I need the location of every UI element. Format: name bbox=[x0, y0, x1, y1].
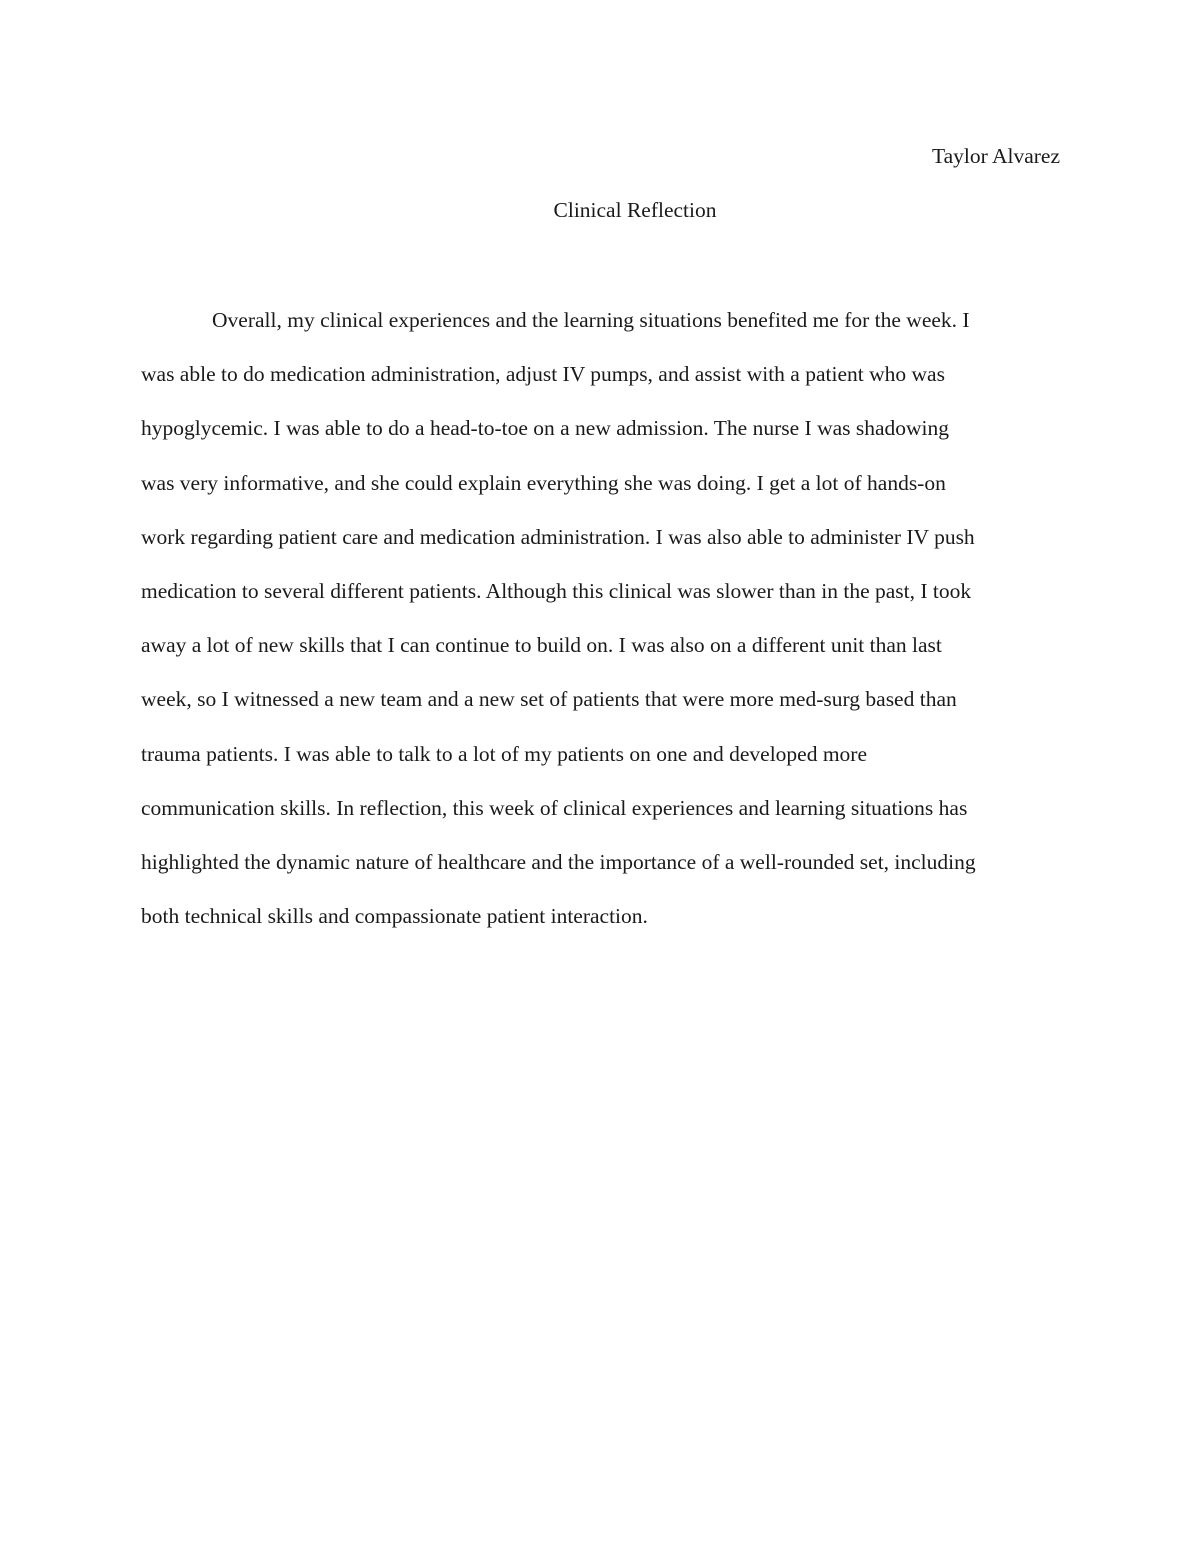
paragraph-line: highlighted the dynamic nature of healthcare and the importance of a well-rounded set, including bbox=[141, 849, 976, 874]
paragraph-line: both technical skills and compassionate patient interaction. bbox=[141, 904, 648, 929]
paragraph-line: communication skills. In reflection, this week of clinical experiences and learning situations has bbox=[141, 795, 968, 820]
paragraph-line: medication to several different patients. Although this clinical was slower than in the past, I took bbox=[141, 578, 972, 603]
paragraph-line: work regarding patient care and medication administration. I was also able to administer IV push bbox=[141, 524, 975, 549]
paragraph-line: hypoglycemic. I was able to do a head-to-toe on a new admission. The nurse I was shadowing bbox=[141, 416, 950, 441]
paragraph-line: week, so I witnessed a new team and a new set of patients that were more med-surg based than bbox=[141, 687, 957, 712]
body-paragraph bbox=[141, 306, 1061, 956]
paragraph-line: trauma patients. I was able to talk to a lot of my patients on one and developed more bbox=[141, 741, 868, 766]
paragraph-line: away a lot of new skills that I can continue to build on. I was also on a different unit than last bbox=[141, 633, 942, 658]
paragraph-line: Overall, my clinical experiences and the learning situations benefited me for the week. I bbox=[212, 308, 970, 332]
paragraph-line: was able to do medication administration, adjust IV pumps, and assist with a patient who was bbox=[141, 362, 945, 387]
page-title: Clinical Reflection bbox=[553, 198, 717, 222]
author-name: Taylor Alvarez bbox=[931, 144, 1060, 168]
paragraph-line: was very informative, and she could explain everything she was doing. I get a lot of hands-on bbox=[141, 470, 946, 495]
